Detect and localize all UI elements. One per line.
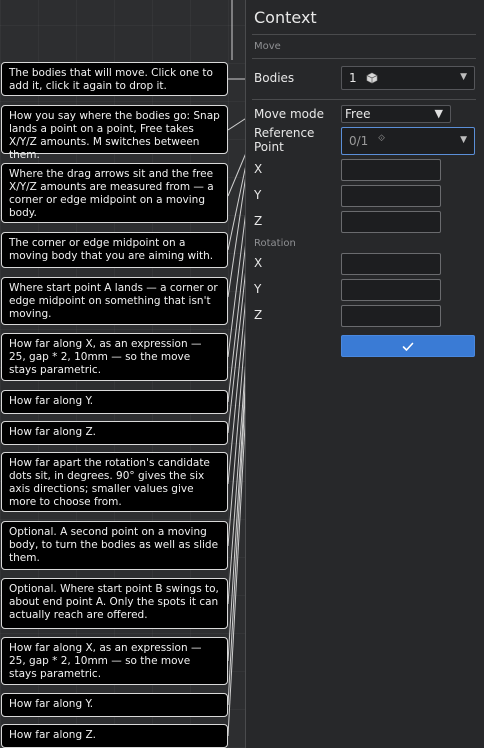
- reference-point-value: 0/1: [349, 134, 369, 148]
- context-panel: [245, 0, 484, 748]
- callout-rotation-y: How far along Y.: [1, 693, 228, 717]
- move-mode-select[interactable]: [341, 105, 451, 123]
- rotation-z-input[interactable]: [341, 305, 441, 327]
- move-mode-label: Move mode: [254, 107, 325, 121]
- section-move: Move: [254, 41, 281, 52]
- callout-rotation-x: How far along X, as an expression — 25, gap * 2, 10mm — so the move stays parametric.: [1, 637, 228, 685]
- rotation-x-input[interactable]: [341, 253, 441, 275]
- rotation-y-input[interactable]: [341, 279, 441, 301]
- callout-reference-point: Where the drag arrows sit and the free X/Y/Z amounts are measured from — a corner or edge midpoint on a moving body.: [1, 163, 228, 223]
- callout-rotation-step: How far apart the rotation's candidate dots sit, in degrees. 90° gives the six axis directions; smaller values give more to choose from.: [1, 452, 228, 512]
- callout-start-point-b: Optional. A second point on a moving body, to turn the bodies as well as slide them.: [1, 521, 228, 570]
- point-target-icon: ⟐: [378, 134, 386, 144]
- y-input[interactable]: [341, 185, 441, 207]
- reference-point-select[interactable]: [341, 127, 475, 155]
- y-label: Y: [254, 188, 262, 202]
- x-input[interactable]: [341, 159, 441, 181]
- bodies-label: Bodies: [254, 71, 295, 85]
- divider: [252, 58, 476, 59]
- cube-icon: [366, 72, 378, 87]
- rotation-x-label: X: [254, 256, 263, 270]
- z-label: Z: [254, 214, 263, 228]
- rotation-z-label: Z: [254, 308, 263, 322]
- bodies-select[interactable]: [341, 66, 475, 90]
- callout-x: How far along X, as an expression — 25, gap * 2, 10mm — so the move stays parametric.: [1, 333, 228, 381]
- rotation-y-label: Y: [254, 282, 262, 296]
- chevron-down-icon: ▼: [460, 135, 467, 145]
- reference-point-label: Reference Point: [254, 126, 315, 154]
- z-input[interactable]: [341, 211, 441, 233]
- confirm-button[interactable]: [341, 335, 475, 357]
- check-icon: [402, 337, 414, 356]
- callout-move-mode: How you say where the bodies go: Snap lands a point on a point, Free takes X/Y/Z amounts. M switches between them.: [1, 105, 228, 154]
- callout-y: How far along Y.: [1, 390, 228, 414]
- x-label: X: [254, 162, 263, 176]
- callout-rotation-z: How far along Z.: [1, 724, 228, 748]
- callout-z: How far along Z.: [1, 421, 228, 445]
- chevron-down-icon: ▼: [434, 107, 443, 120]
- panel-title: Context: [254, 8, 317, 27]
- chevron-down-icon: ▼: [460, 72, 467, 82]
- bodies-count: 1: [349, 71, 357, 85]
- divider: [252, 34, 476, 35]
- callout-end-point-b: Optional. Where start point B swings to, about end point A. Only the spots it can actually reach are offered.: [1, 578, 228, 629]
- move-mode-value: Free: [345, 107, 371, 121]
- callout-end-point-a: Where start point A lands — a corner or edge midpoint on something that isn't moving.: [1, 277, 228, 325]
- divider: [252, 99, 476, 100]
- callout-bodies: The bodies that will move. Click one to add it, click it again to drop it.: [1, 62, 228, 96]
- callout-start-point-a: The corner or edge midpoint on a moving body that you are aiming with.: [1, 232, 228, 268]
- section-rotation: Rotation: [254, 238, 296, 249]
